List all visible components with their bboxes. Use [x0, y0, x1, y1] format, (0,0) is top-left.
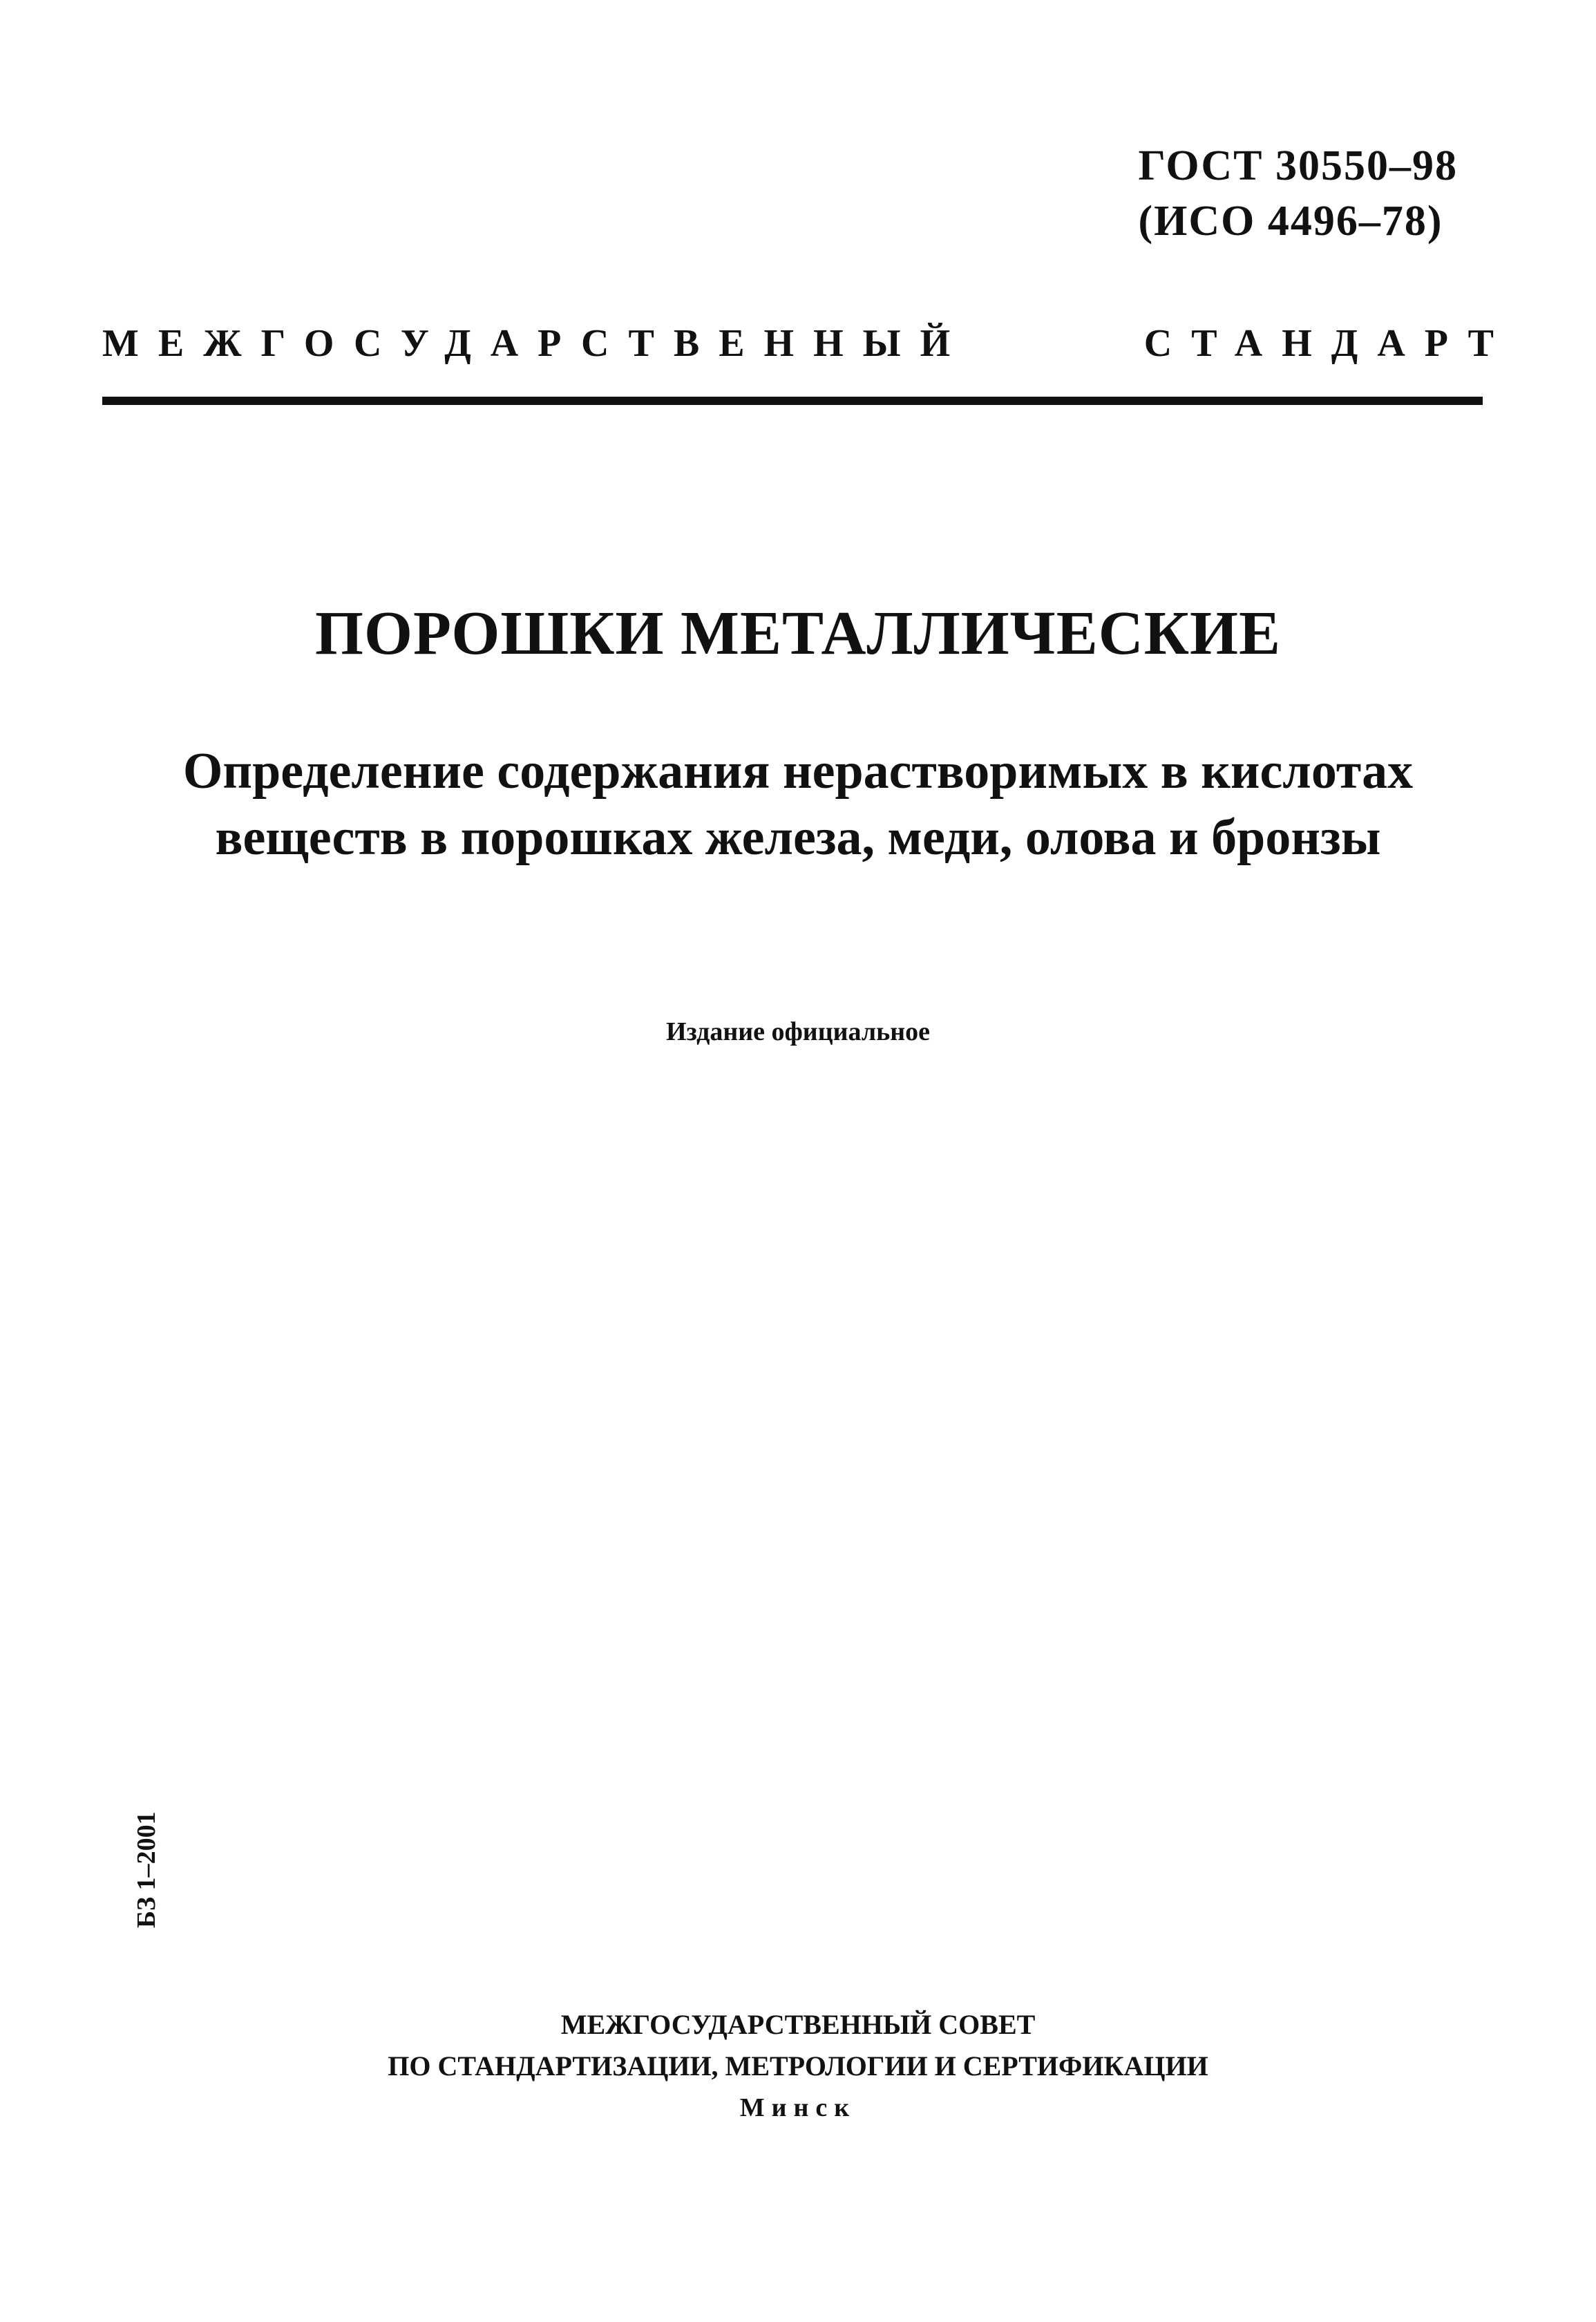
publisher-line-1: МЕЖГОСУДАРСТВЕННЫЙ СОВЕТ: [560, 2009, 1036, 2040]
iso-number: (ИСО 4496–78): [1138, 198, 1443, 245]
subtitle-line-2: веществ в порошках железа, меди, олова и бронзы: [215, 809, 1381, 866]
subtitle-line-1: Определение содержания нерастворимых в кислотах: [182, 743, 1414, 800]
document-title: ПОРОШКИ МЕТАЛЛИЧЕСКИЕ: [314, 599, 1282, 668]
edition-note: Издание официальное: [665, 1017, 930, 1046]
gost-number: ГОСТ 30550–98: [1138, 142, 1458, 189]
publisher-city: Минск: [739, 2093, 857, 2122]
side-code: БЗ 1–2001: [132, 1811, 161, 1928]
heading-divider: [102, 397, 1483, 405]
standard-kind-word-2: СТАНДАРТ: [1143, 322, 1513, 365]
publisher-block: [0, 2004, 1596, 2128]
publisher-line-2: ПО СТАНДАРТИЗАЦИИ, МЕТРОЛОГИИ И СЕРТИФИКАЦИИ: [388, 2050, 1208, 2082]
document-subtitle: [0, 738, 1596, 871]
standard-kind-word-1: МЕЖГОСУДАРСТВЕННЫЙ: [102, 322, 970, 365]
gost-code-block: [1138, 138, 1458, 249]
